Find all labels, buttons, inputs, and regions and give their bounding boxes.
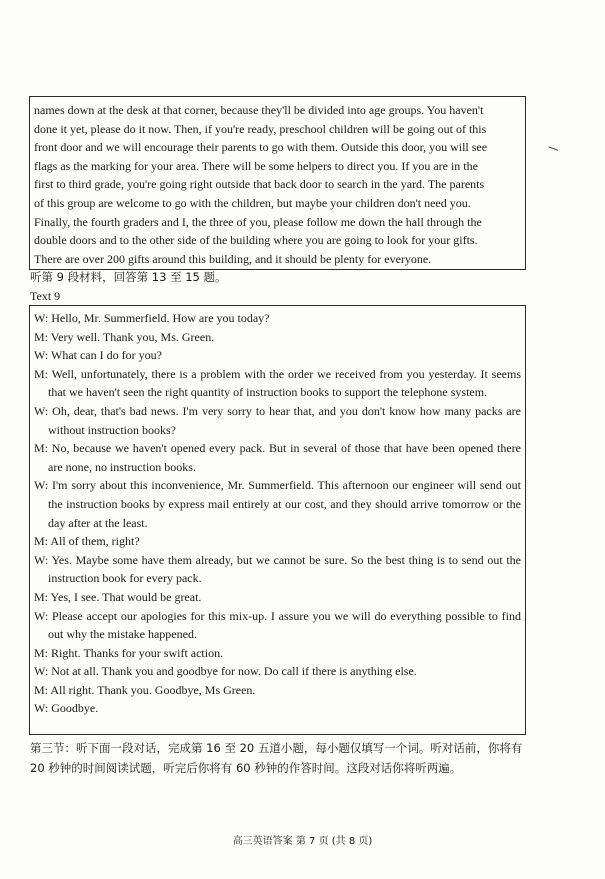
dialogue-box bbox=[29, 305, 526, 735]
passage-line: done it yet, please do it now. Then, if you're ready, preschool children will be going out of this bbox=[34, 121, 487, 136]
dialogue-turn: M: All right. Thank you. Goodbye, Ms Green. bbox=[34, 682, 256, 697]
passage-line: of this group are welcome to go with the children, but maybe your children don't need you. bbox=[34, 195, 471, 210]
dialogue-turn: M: No, because we haven't opened every pack. But in several of those that have been opened there are none, no instruction books. bbox=[34, 441, 521, 474]
passage-line: names down at the desk at that corner, because they'll be divided into age groups. You haven't bbox=[34, 103, 484, 117]
dialogue-text bbox=[34, 309, 521, 718]
dialogue-turn: W: Oh, dear, that's bad news. I'm very sorry to hear that, and you don't know how many packs are without instruction books? bbox=[34, 403, 521, 437]
dialogue-turn: W: Please accept our apologies for this mix-up. I assure you we will do everything possible to find out why the mistake happened. bbox=[34, 608, 521, 642]
dialogue-turn: W: Goodbye. bbox=[34, 701, 99, 716]
section-instructions: 第三节：听下面一段对话，完成第 16 至 20 五道小题，每小题仅填写一个词。听对话前，你将有 20 秒钟的时间阅读试题，听完后你将有 60 秒钟的作答时间。这段对话你将听两遍。 bbox=[30, 741, 523, 775]
passage-text bbox=[34, 101, 521, 268]
dialogue-turn: W: Yes. Maybe some have them already, but we cannot be sure. So the best thing is to send out the instruction book for every pack. bbox=[34, 552, 521, 586]
text-label: Text 9 bbox=[30, 289, 61, 303]
dialogue-turn: M: All of them, right? bbox=[34, 534, 140, 549]
margin-mark bbox=[548, 146, 558, 152]
passage-line: front door and we will encourage their parents to go with them. Outside this door, you will see bbox=[34, 140, 488, 155]
section-label: 听第 9 段材料，回答第 13 至 15 题。 bbox=[30, 270, 227, 284]
dialogue-turn: W: What can I do for you? bbox=[34, 348, 162, 363]
page-footer: 高三英语答案 第 7 页 (共 8 页) bbox=[232, 836, 373, 847]
dialogue-turn: M: Right. Thanks for your swift action. bbox=[34, 645, 224, 660]
dialogue-turn: W: Hello, Mr. Summerfield. How are you today? bbox=[34, 311, 270, 325]
passage-line: flags as the marking for your area. There will be some helpers to direct you. If you are in the bbox=[34, 158, 478, 173]
passage-line: first to third grade, you're going right outside that back door to search in the yard. The parents bbox=[34, 177, 485, 192]
passage-line: There are over 200 gifts around this building, and it should be plenty for everyone. bbox=[34, 251, 432, 266]
passage-line: Finally, the fourth graders and I, the three of you, please follow me down the hall through the bbox=[34, 214, 482, 229]
dialogue-turn: W: Not at all. Thank you and goodbye for now. Do call if there is anything else. bbox=[34, 664, 417, 679]
dialogue-turn: M: Well, unfortunately, there is a problem with the order we received from you yesterday. It seems that we haven't seen the right quantity of instruction books to support the telephone system. bbox=[34, 366, 521, 400]
passage-line: double doors and to the other side of the building where you are going to look for your gifts. bbox=[34, 233, 478, 248]
dialogue-turn: W: I'm sorry about this inconvenience, Mr. Summerfield. This afternoon our engineer will send out the instruction books by express mail entirely at our cost, and they should arrive tomorrow or the day after at the least. bbox=[34, 478, 521, 530]
dialogue-turn: M: Very well. Thank you, Ms. Green. bbox=[34, 329, 215, 344]
passage-box bbox=[29, 96, 526, 270]
dialogue-turn: M: Yes, I see. That would be great. bbox=[34, 589, 202, 604]
